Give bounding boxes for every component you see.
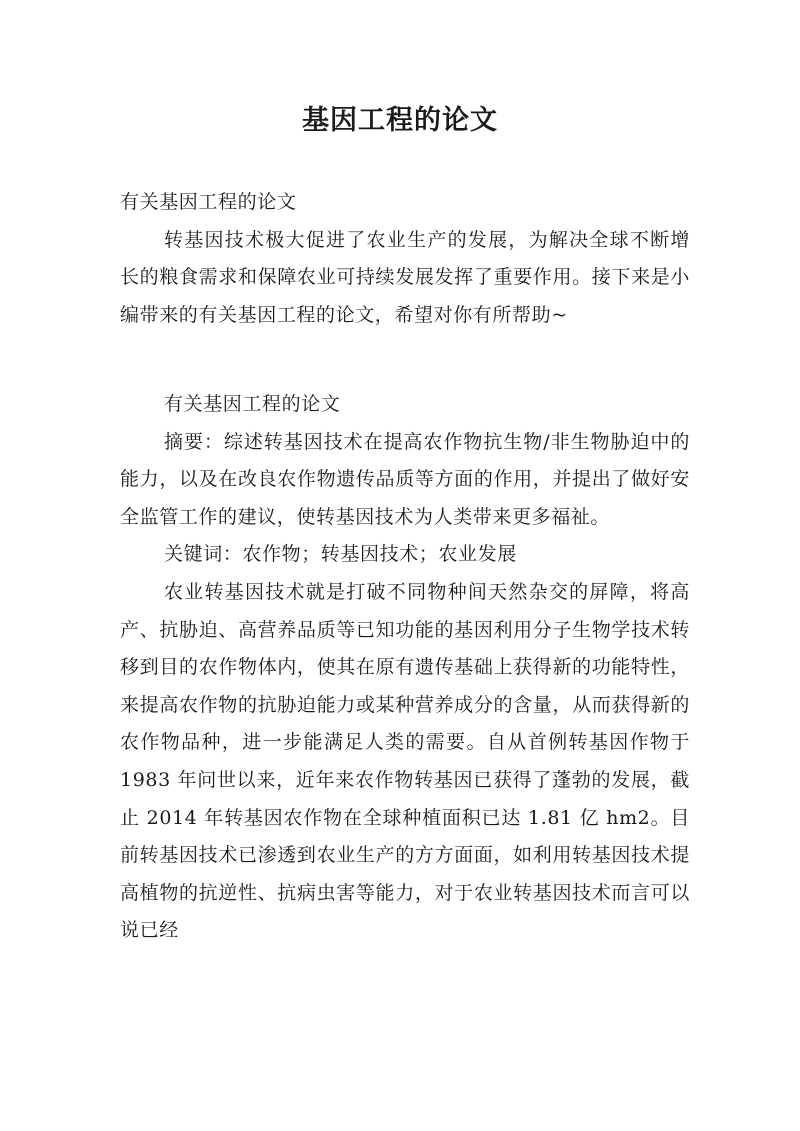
intro-paragraph: 转基因技术极大促进了农业生产的发展，为解决全球不断增长的粮食需求和保障农业可持续发展发挥了重要作用。接下来是小编带来的有关基因工程的论文，希望对你有所帮助~ (120, 228, 690, 326)
document-title: 基因工程的论文 (302, 105, 498, 136)
intro-heading: 有关基因工程的论文 (120, 191, 297, 213)
abstract-paragraph: 摘要：综述转基因技术在提高农作物抗生物/非生物胁迫中的能力，以及在改良农作物遗传品质等方面的作用，并提出了做好安全监管工作的建议，使转基因技术为人类带来更多福祉。 (120, 430, 690, 528)
keywords-paragraph: 关键词：农作物；转基因技术；农业发展 (164, 543, 517, 566)
body-paragraph: 农业转基因技术就是打破不同物种间天然杂交的屏障，将高产、抗胁迫、高营养品质等已知功能的基因利用分子生物学技术转移到目的农作物体内，使其在原有遗传基础上获得新的功能特性，来提高农作物的抗胁迫能力或某种营养成分的含量，从而获得新的农作物品种，进一步能满足人类的需要。自从首例转基因作物于 1983 年问世以来，近年来农作物转基因已获得了蓬勃的发展，截止 2014 年转基因农作物在全球种植面积已达 1.81 亿 hm2。目前转基因技术已渗透到农业生产的方方面面，如利用转基因技术提高植物的抗逆性、抗病虫害等能力，对于农业转基因技术而言可以说已经 (120, 580, 690, 942)
blank-line (120, 348, 690, 386)
section-heading: 有关基因工程的论文 (164, 392, 341, 415)
document-body (120, 184, 690, 950)
